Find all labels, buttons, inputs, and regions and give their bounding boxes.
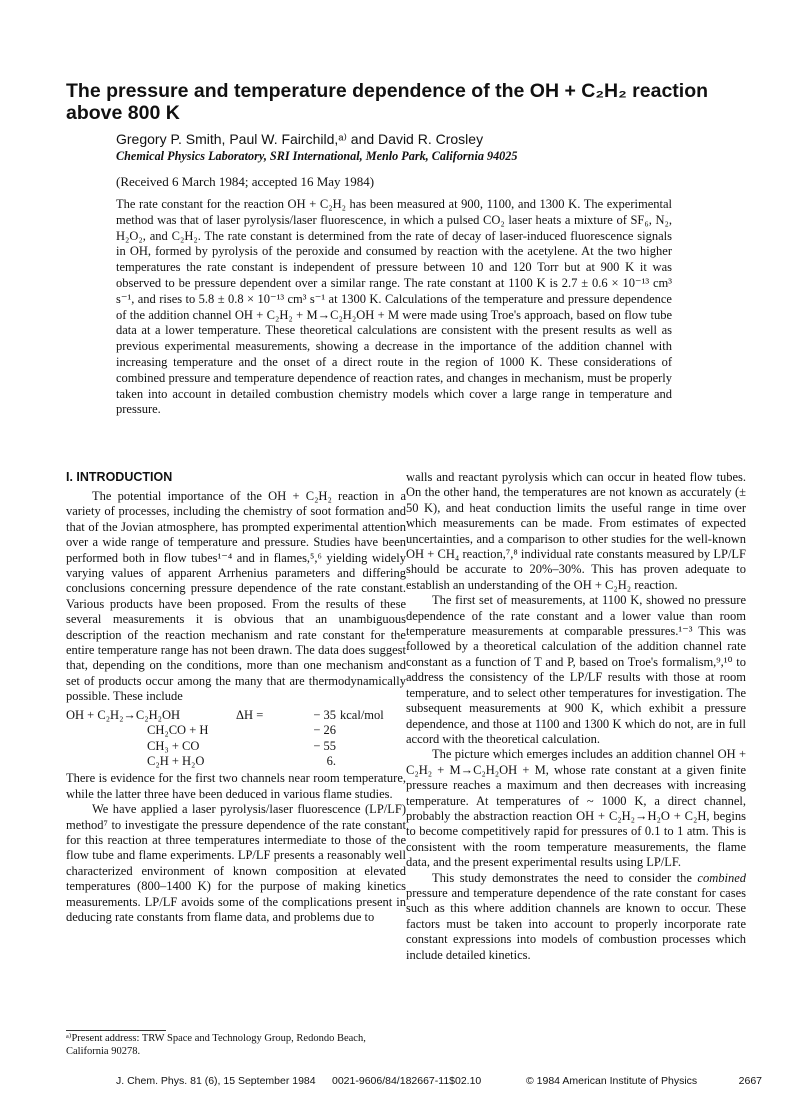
intro-paragraph-4: walls and reactant pyrolysis which can occur in heated flow tubes. On the other hand, the temperatures are not known as accurately (± 50 K), and heat conduction limits the useful range in time over which measurements can be made. From estimates of expected uncertainties, and a comparison to other studies for the well-known OH + CH₄ reaction,⁷,⁸ individual rate constants measured by LP/LF should be accurate to 20%–30%. This has proven adequate to establish an understanding of the OH + C₂H₂ reaction. [406, 470, 746, 592]
left-column [66, 470, 406, 925]
reaction-products: CH₂CO + H [147, 723, 209, 738]
reaction-row [66, 754, 384, 769]
reaction-row [66, 739, 384, 754]
enthalpy-label [236, 754, 286, 769]
intro-paragraph-2: There is evidence for the first two channels near room temperature, while the latter three have been deduced in various flame studies. [66, 771, 406, 801]
enthalpy-unit [340, 739, 384, 754]
journal-citation: J. Chem. Phys. 81 (6), 15 September 1984 [116, 1075, 316, 1087]
intro-paragraph-5: The first set of measurements, at 1100 K, showed no pressure dependence of the rate constant and a lower value than room temperature measurements at comparable pressures.¹⁻³ This was followed by a theoretical calculation of the addition channel rate constant as a function of T and P, based on Troe's formalism,⁹,¹⁰ to address the consistency of the LP/LF results with those at room temperature, and to select other temperatures for investigation. The subsequent measurements at 900 K, which exhibit a pressure dependence, and those at 1100 and 1300 K which do not, are in full accord with the theoretical calculation. [406, 593, 746, 746]
abstract [116, 197, 672, 418]
enthalpy-unit: kcal/mol [340, 707, 384, 722]
enthalpy-label: ΔH = [236, 707, 264, 722]
paragraph-text: This study demonstrates the need to consider the [432, 870, 698, 885]
intro-paragraph-1: The potential importance of the OH + C₂H₂ reaction in a variety of processes, including the chemistry of soot formation and that of the Jovian atmosphere, has prompted experimental attention over a wide range of temperature and pressure. Studies have been performed both in flow tubes¹⁻⁴ and in flames,⁵,⁶ yielding widely varying values of apparent Arrhenius parameters and differing conclusions concerning pressure dependence of the rate constant. Various products have been proposed. From the results of these several measurements it is obvious that an unambiguous description of the reaction mechanism and rate constant for the entire temperature range has not been drawn. The data does suggest that, depending on the conditions, more than one mechanism and set of products occur among the many that are thermodynamically possible. These include [66, 489, 406, 704]
reaction-row [66, 708, 384, 723]
copyright: © 1984 American Institute of Physics [526, 1075, 698, 1087]
enthalpy-value: − 35 [313, 707, 336, 722]
enthalpy-label [236, 739, 286, 754]
enthalpy-unit [340, 754, 384, 769]
paragraph-text: pressure and temperature dependence of the rate constant for cases such as this where addition channels are known to occur. These factors must be taken into account to properly incorporate rate constant expressions into models of combustion processes which include detailed kinetics. [406, 885, 746, 962]
enthalpy-label [236, 723, 286, 738]
section-heading: I. INTRODUCTION [66, 470, 173, 484]
paper-title: The pressure and temperature dependence of the OH + C₂H₂ reaction above 800 K [66, 80, 709, 124]
affiliation: Chemical Physics Laboratory, SRI International, Menlo Park, California 94025 [116, 149, 518, 163]
reaction-products: C₂H + H₂O [147, 753, 205, 768]
reaction-table [66, 708, 384, 770]
enthalpy-value: − 26 [313, 723, 336, 738]
footnote-divider [66, 1030, 166, 1031]
received-dates: (Received 6 March 1984; accepted 16 May 1984) [116, 174, 375, 189]
footnote: ᵃ⁾Present address: TRW Space and Technology Group, Redondo Beach, California 90278. [66, 1033, 366, 1057]
reaction-products: CH₃ + CO [147, 738, 200, 753]
intro-paragraph-7 [406, 871, 746, 963]
enthalpy-value: − 55 [313, 738, 336, 753]
reaction-row [66, 723, 384, 738]
authors: Gregory P. Smith, Paul W. Fairchild,ᵃ⁾ and David R. Crosley [116, 131, 484, 147]
reaction-products: OH + C₂H₂→C₂H₂OH [66, 707, 181, 722]
article-code: 0021-9606/84/182667-11$02.10 [332, 1075, 482, 1087]
intro-paragraph-3: We have applied a laser pyrolysis/laser fluorescence (LP/LF) method⁷ to investigate the pressure dependence of the rate constant for this reaction at three temperatures intermediate to those of the flow tube and flame experiments. LP/LF presents a reasonably well characterized environment of known composition at elevated temperatures (800–1400 K) for the purpose of making kinetics measurements. LP/LF avoids some of the complications present in deducing rate constants from flame data, and problems due to [66, 802, 406, 924]
right-column [406, 470, 746, 963]
page-number: 2667 [738, 1075, 762, 1087]
intro-paragraph-6: The picture which emerges includes an addition channel OH + C₂H₂ + M→C₂H₂OH + M, whose rate constant at a given finite pressure reaches a maximum and then decreases with increasing temperature. At temperatures of ~ 1000 K, a direct channel, probably the abstraction reaction OH + C₂H₂→H₂O + C₂H, begins to become competitively rapid for pressures of 0.1 to 1 atm. This is consistent with the room temperature measurements, the flame data, and the present experimental results using LP/LF. [406, 747, 746, 870]
emphasis-text: combined [697, 870, 746, 885]
enthalpy-value: 6. [326, 753, 336, 768]
abstract-text: The rate constant for the reaction OH + C₂H₂ has been measured at 900, 1100, and 1300 K. The experimental method was that of laser pyrolysis/laser fluorescence, in which a pulsed CO₂ laser heats a mixture of SF₆, N₂, H₂O₂, and C₂H₂. The rate constant is determined from the rate of decay of laser-induced fluorescence signals in OH, formed by pyrolysis of the peroxide and consumed by reaction with the acetylene. At the two higher temperatures the rate constant is independent of pressure between 10 and 120 Torr but at 900 K it was observed to be pressure dependent over a similar range. The rate constant at 1100 K is 2.7 ± 0.6 × 10⁻¹³ cm³ s⁻¹, and rises to 5.8 ± 0.8 × 10⁻¹³ cm³ s⁻¹ at 1300 K. Calculations of the temperature and pressure dependence of the addition channel OH + C₂H₂ + M→C₂H₂OH + M were made using Troe's approach, based on flow tube data at a lower temperature. These theoretical calculations are consistent with the present results as well as previous experimental measurements, showing a decrease in the importance of the addition channel with increasing temperature and the onset of a direct route in the region of 1000 K. These considerations of combined pressure and temperature dependence of reaction rates, and changes in mechanism, must be properly taken into account in detailed combustion chemistry models which cover a large range in temperature and pressure. [116, 197, 672, 417]
enthalpy-unit [340, 723, 384, 738]
